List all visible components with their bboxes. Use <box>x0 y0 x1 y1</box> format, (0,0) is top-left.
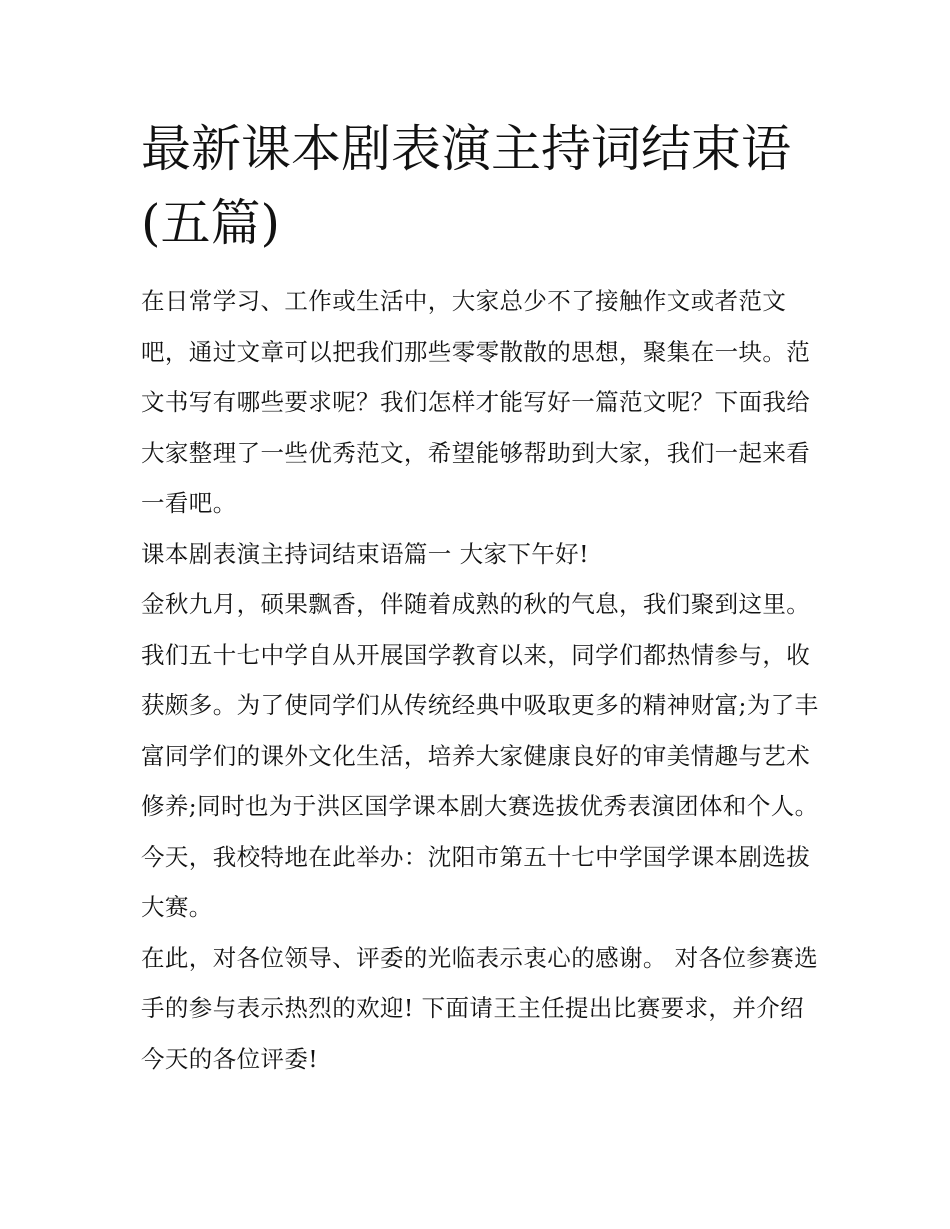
paragraph-welcome: 在此，对各位领导、评委的光临表示衷心的感谢。 对各位参赛选手的参与表示热烈的欢迎! 下面请王主任提出比赛要求，并介绍今天的各位评委! <box>141 943 819 1073</box>
document-body <box>141 276 821 1084</box>
document-title: 最新课本剧表演主持词结束语(五篇) <box>141 120 791 252</box>
paragraph-section-heading: 课本剧表演主持词结束语篇一 大家下午好! <box>141 539 589 568</box>
paragraph-opening: 金秋九月，硕果飘香，伴随着成熟的秋的气息，我们聚到这里。我们五十七中学自从开展国学教育以来，同学们都热情参与，收获颇多。为了使同学们从传统经典中吸取更多的精神财富;为了丰富同学们的课外文化生活，培养大家健康良好的审美情趣与艺术修养;同时也为于洪区国学课本剧大赛选拔优秀表演团体和个人。今天，我校特地在此举办：沈阳市第五十七中学国学课本剧选拔大赛。 <box>141 590 819 921</box>
paragraph-intro: 在日常学习、工作或生活中，大家总少不了接触作文或者范文吧，通过文章可以把我们那些零零散散的思想，聚集在一块。范文书写有哪些要求呢？我们怎样才能写好一篇范文呢？下面我给大家整理了一些优秀范文，希望能够帮助到大家，我们一起来看一看吧。 <box>141 287 811 517</box>
